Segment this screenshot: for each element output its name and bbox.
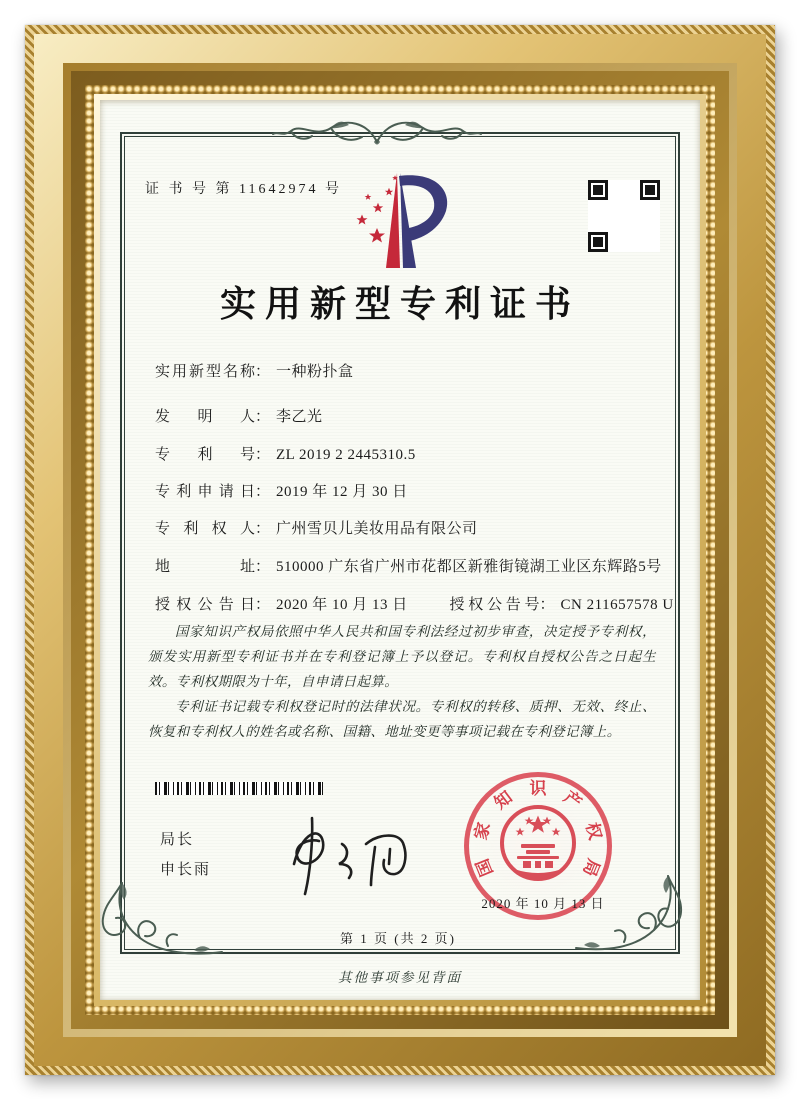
field-value: 2020 年 10 月 13 日 — [276, 597, 408, 613]
field-row-name: 实用新型名称： 一种粉扑盒 — [155, 360, 354, 381]
field-row-grant: 授权公告日： 2020 年 10 月 13 日 授权公告号： CN 211657578 U — [155, 593, 674, 614]
seal-character: 家 — [471, 820, 494, 842]
field-label: 授权公告日 — [155, 597, 255, 613]
certificate-title: 实用新型专利证书 — [219, 284, 580, 324]
gold-picture-frame — [25, 25, 775, 1075]
field-row-address: 地址： 510000 广东省广州市花都区新雅街镜湖工业区东辉路5号 — [155, 555, 662, 576]
seal-character: 权 — [582, 820, 605, 842]
field-row-patentee: 专利权人： 广州雪贝儿美妆用品有限公司 — [155, 517, 478, 538]
seal-character: 国 — [472, 856, 497, 879]
field-value: ZL 2019 2 2445310.5 — [276, 447, 416, 463]
field-value: 一种粉扑盒 — [276, 364, 354, 380]
certificate-number: 证 书 号 第 11642974 号 — [145, 182, 342, 197]
qr-finder-icon — [588, 180, 608, 200]
certificate-paper — [100, 100, 700, 1000]
flourish-top-icon — [270, 110, 485, 158]
field-label: 地址 — [155, 559, 255, 575]
field-value: CN 211657578 U — [560, 597, 674, 613]
field-label: 专利号 — [155, 447, 255, 463]
national-emblem-icon — [499, 802, 577, 884]
field-value: 广州雪贝儿美妆用品有限公司 — [276, 521, 478, 537]
barcode-icon — [155, 782, 323, 795]
seal-character: 局 — [579, 856, 604, 879]
field-row-filing-date: 专利申请日： 2019 年 12 月 30 日 — [155, 480, 408, 501]
field-value: 2019 年 12 月 30 日 — [276, 484, 408, 500]
field-value: 李乙光 — [276, 409, 323, 425]
qr-finder-icon — [640, 180, 660, 200]
legal-paragraph: 国家知识产权局依照中华人民共和国专利法经过初步审查，决定授予专利权，颁发实用新型专利证书并在专利登记簿上予以登记。专利权自授权公告之日起生效。专利权期限为十年，自申请日起算。 — [148, 624, 656, 689]
field-row-inventor: 发明人： 李乙光 — [155, 405, 323, 426]
seal-character: 识 — [529, 779, 547, 798]
back-side-note: 其他事项参见背面 — [338, 970, 462, 985]
legal-text — [148, 620, 656, 745]
seal-character: 产 — [560, 787, 586, 813]
qr-finder-icon — [588, 232, 608, 252]
seal-character: 知 — [490, 787, 516, 813]
field-value: 510000 广东省广州市花都区新雅街镜湖工业区东辉路5号 — [276, 559, 662, 575]
cnipa-logo-icon — [343, 170, 459, 272]
official-seal-icon — [464, 772, 612, 920]
seal-date: 2020 年 10 月 13 日 — [481, 896, 605, 911]
field-label: 专利申请日 — [155, 484, 255, 500]
flourish-bottom-left-icon — [98, 878, 226, 960]
qr-code-icon — [588, 180, 660, 252]
field-label: 专利权人 — [155, 521, 255, 537]
field-pair-grant-number: 授权公告号： CN 211657578 U — [450, 597, 674, 613]
handwritten-signature-icon — [268, 812, 418, 904]
field-label: 发明人 — [155, 409, 255, 425]
field-label: 实用新型名称 — [155, 364, 255, 380]
commissioner-title: 局长 — [160, 832, 195, 848]
field-row-patent-number: 专利号： ZL 2019 2 2445310.5 — [155, 443, 416, 464]
legal-paragraph: 专利证书记载专利权登记时的法律状况。专利权的转移、质押、无效、终止、恢复和专利权人的姓名或名称、国籍、地址变更等事项记载在专利登记簿上。 — [148, 698, 656, 739]
page-number: 第 1 页 (共 2 页) — [340, 931, 456, 946]
field-label: 授权公告号 — [449, 597, 540, 613]
commissioner-name: 申长雨 — [160, 862, 212, 878]
